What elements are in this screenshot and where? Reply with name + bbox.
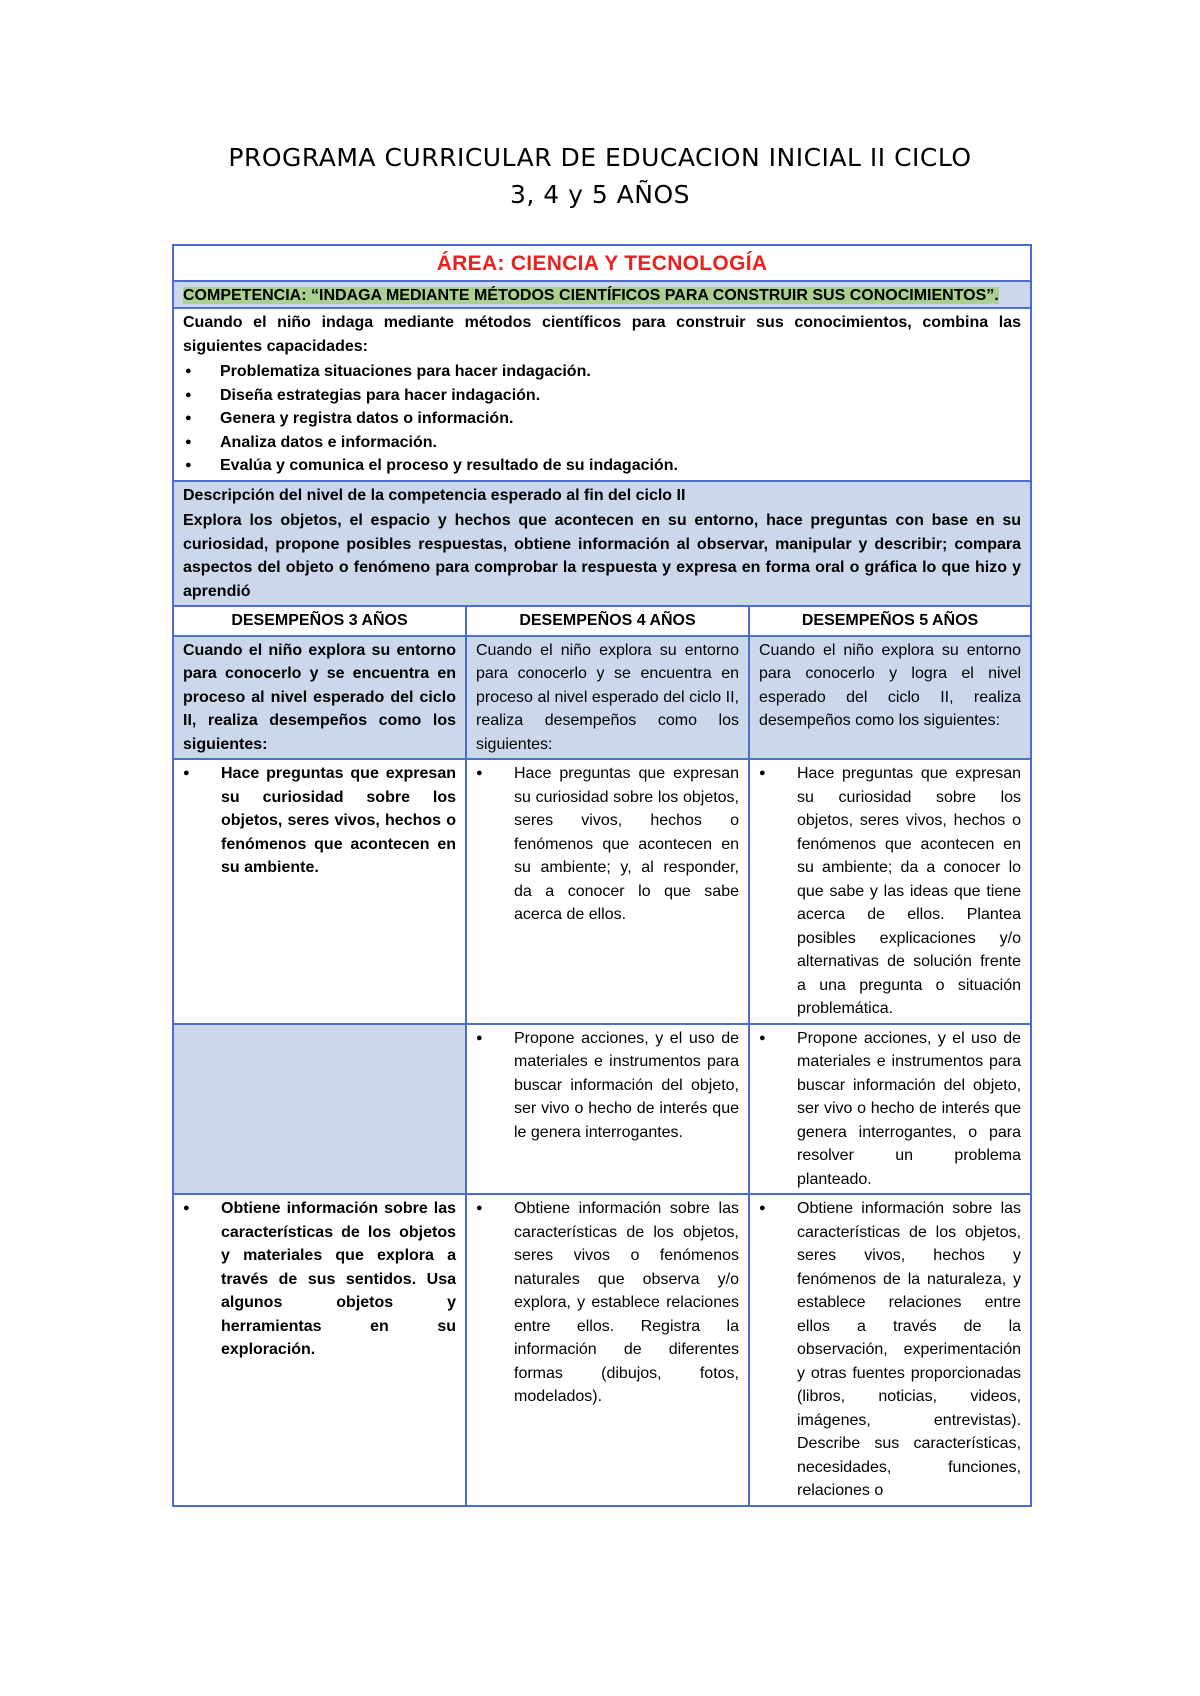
document-subtitle: 3, 4 y 5 AÑOS: [509, 180, 691, 209]
area-title: ÁREA: CIENCIA Y TECNOLOGÍA: [173, 245, 1031, 281]
desempeno-3-anos: ● Hace preguntas que expresan su curiosidad sobre los objetos, seres vivos, hechos o fenómenos que acontecen en su ambiente.: [183, 762, 456, 880]
desempeno-4-anos: ● Hace preguntas que expresan su curiosidad sobre los objetos, seres vivos, hechos o fenómenos que acontecen en su ambiente; y, al responder, da a conocer lo que sabe acerca de ellos.: [476, 762, 739, 927]
capacidad-item: ● Problematiza situaciones para hacer indagación.: [183, 360, 1021, 384]
table-row: [173, 759, 1031, 1024]
empty-cell-3-anos: [173, 1024, 466, 1195]
intro-5-anos: Cuando el niño explora su entorno para conocerlo y logra el nivel esperado del ciclo II, realiza desempeños como los siguientes:: [749, 636, 1031, 760]
table-row: [173, 1194, 1031, 1506]
desempeno-3-anos: ● Obtiene información sobre las características de los objetos y materiales que explora a través de sus sentidos. Usa algunos objetos y herramientas en su exploración.: [183, 1197, 456, 1362]
header-4-anos: DESEMPEÑOS 4 AÑOS: [466, 606, 749, 636]
desempeno-4-anos: ● Propone acciones, y el uso de materiales e instrumentos para buscar información del objeto, ser vivo o hecho de interés que le genera interrogantes.: [476, 1027, 739, 1145]
desempeno-5-anos: ● Obtiene información sobre las características de los objetos, seres vivos, hechos y fenómenos de la naturaleza, y establece relaciones entre ellos a través de la observación, experimentación y otras fuentes proporcionadas (libros, noticias, videos, imágenes, entrevistas). Describe sus características, necesidades, funciones, relaciones o: [759, 1197, 1021, 1503]
capacidades-cell: [173, 308, 1031, 481]
competencia-text: COMPETENCIA: “INDAGA MEDIANTE MÉTODOS CIENTÍFICOS PARA CONSTRUIR SUS CONOCIMIENTOS”.: [183, 286, 999, 304]
descripcion-text: Explora los objetos, el espacio y hechos que acontecen en su entorno, hace preguntas con base en su curiosidad, propone posibles respuestas, obtiene información al observar, manipular y describir; compara aspectos del objeto o fenómeno para comprobar la respuesta y expresa en forma oral o gráfica lo que hizo y aprendió: [183, 512, 1022, 600]
intro-3-anos: Cuando el niño explora su entorno para conocerlo y se encuentra en proceso al nivel esperado del ciclo II, realiza desempeños como los siguientes:: [173, 636, 466, 760]
capacidad-item: ● Genera y registra datos o información.: [183, 407, 1021, 431]
descripcion-cell: [173, 481, 1031, 607]
capacidades-list: [183, 360, 1021, 478]
intro-4-anos: Cuando el niño explora su entorno para conocerlo y se encuentra en proceso al nivel esperado del ciclo II, realiza desempeños como los siguientes:: [466, 636, 749, 760]
document-title: PROGRAMA CURRICULAR DE EDUCACION INICIAL II CICLO: [228, 143, 972, 172]
desempeno-5-anos: ● Hace preguntas que expresan su curiosidad sobre los objetos, seres vivos, hechos o fenómenos que acontecen en su ambiente; da a conocer lo que sabe y las ideas que tiene acerca de ellos. Plantea posibles explicaciones y/o alternativas de solución frente a una pregunta o situación problemática.: [759, 762, 1021, 1021]
desempeno-5-anos: ● Propone acciones, y el uso de materiales e instrumentos para buscar información del objeto, ser vivo o hecho de interés que genera interrogantes, o para resolver un problema planteado.: [759, 1027, 1021, 1192]
header-3-anos: DESEMPEÑOS 3 AÑOS: [173, 606, 466, 636]
capacidad-item: ● Analiza datos e información.: [183, 431, 1021, 455]
desempenos-header-row: [173, 606, 1031, 636]
capacidad-item: ● Evalúa y comunica el proceso y resultado de su indagación.: [183, 454, 1021, 478]
table-row: [173, 1024, 1031, 1195]
capacidad-item: ● Diseña estrategias para hacer indagación.: [183, 384, 1021, 408]
intro-row: [173, 636, 1031, 760]
competencia-cell: [173, 281, 1031, 309]
capacidades-intro: Cuando el niño indaga mediante métodos científicos para construir sus conocimientos, combina las siguientes capacidades:: [183, 314, 1022, 355]
desempeno-4-anos: ● Obtiene información sobre las características de los objetos, seres vivos o fenómenos naturales que observa y/o explora, y establece relaciones entre ellos. Registra la información de diferentes formas (dibujos, fotos, modelados).: [476, 1197, 739, 1409]
descripcion-title: Descripción del nivel de la competencia esperado al fin del ciclo II: [183, 486, 686, 504]
header-5-anos: DESEMPEÑOS 5 AÑOS: [749, 606, 1031, 636]
curriculum-table: [172, 244, 1032, 1507]
